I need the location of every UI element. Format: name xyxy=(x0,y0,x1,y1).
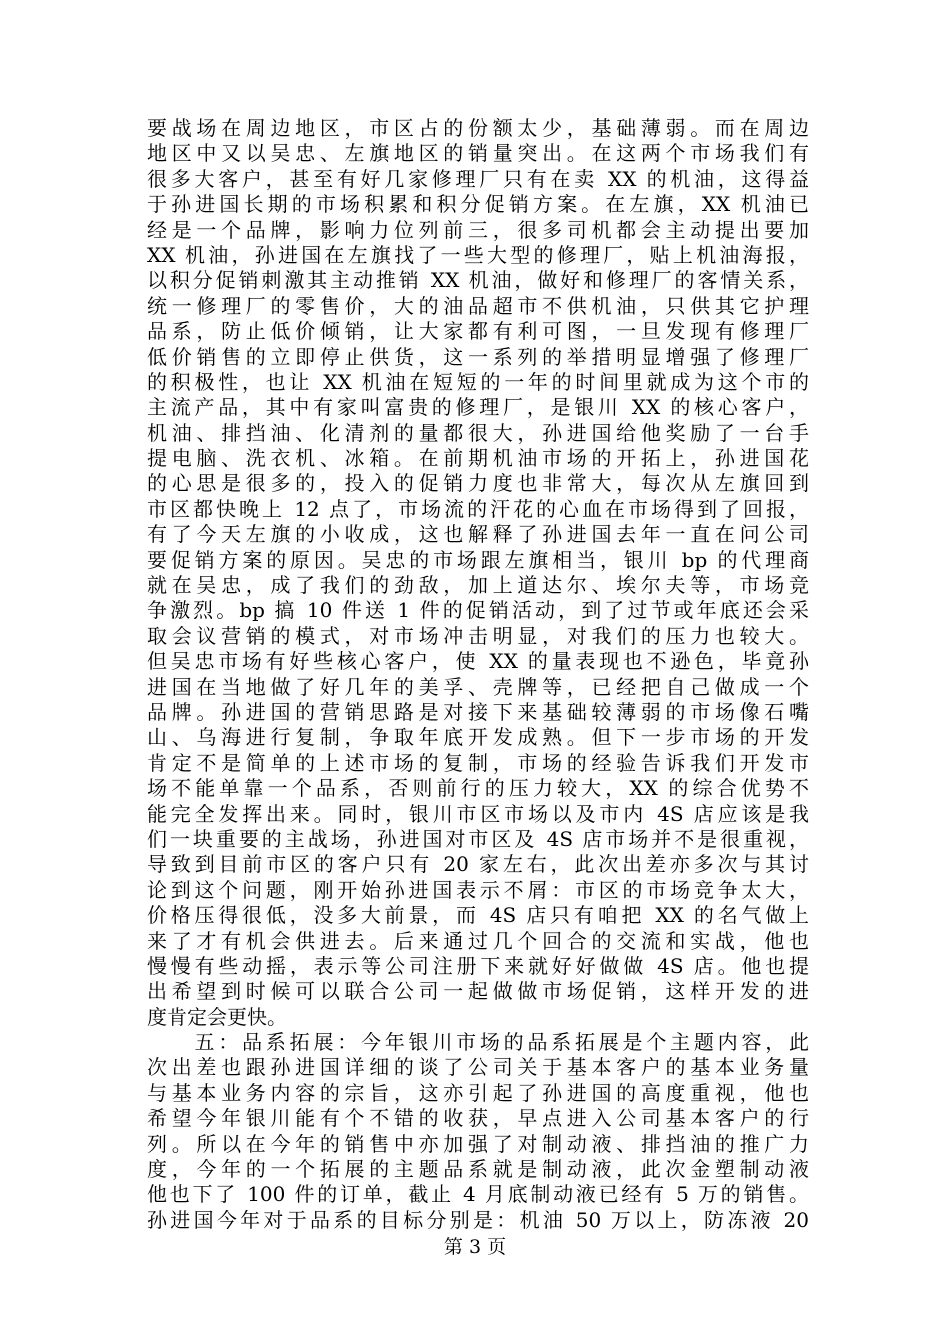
text-line: 要促销方案的原因。吴忠的市场跟左旗相当，银川 bp 的代理商 xyxy=(147,547,809,572)
text-line: 以积分促销刺激其主动推销 XX 机油，做好和修理厂的客情关系， xyxy=(147,268,809,293)
text-line: 希望今年银川能有个不错的收获，早点进入公司基本客户的行 xyxy=(147,1106,809,1131)
text-line: 肯定不是简单的上述市场的复制，市场的经验告诉我们开发市 xyxy=(147,750,809,775)
page-number: 第 3 页 xyxy=(443,1236,507,1258)
text-line: 五：品系拓展：今年银川市场的品系拓展是个主题内容，此 xyxy=(147,1030,809,1055)
text-line: 孙进国今年对于品系的目标分别是：机油 50 万以上，防冻液 20 xyxy=(147,1207,809,1232)
text-line: 很多大客户，甚至有好几家修理厂只有在卖 XX 的机油，这得益 xyxy=(147,166,809,191)
text-line: 论到这个问题，刚开始孙进国表示不屑：市区的市场竞争太大， xyxy=(147,877,809,902)
text-line: 地区中又以吴忠、左旗地区的销量突出。在这两个市场我们有 xyxy=(147,141,809,166)
text-line: 慢慢有些动摇，表示等公司注册下来就好好做做 4S 店。他也提 xyxy=(147,953,809,978)
text-line: 价格压得很低，没多大前景，而 4S 店只有咱把 XX 的名气做上 xyxy=(147,903,809,928)
text-line: 有了今天左旗的小收成，这也解释了孙进国去年一直在问公司 xyxy=(147,522,809,547)
text-line: 品系，防止低价倾销，让大家都有利可图，一旦发现有修理厂 xyxy=(147,319,809,344)
text-line: 导致到目前市区的客户只有 20 家左右，此次出差亦多次与其讨 xyxy=(147,852,809,877)
text-line: 品牌。孙进国的营销思路是对接下来基础较薄弱的市场像石嘴 xyxy=(147,699,809,724)
text-line: 们一块重要的主战场，孙进国对市区及 4S 店市场并不是很重视， xyxy=(147,826,809,851)
text-line: 度，今年的一个拓展的主题品系就是制动液，此次金塑制动液 xyxy=(147,1157,809,1182)
text-line: 经是一个品牌，影响力位列前三，很多司机都会主动提出要加 xyxy=(147,217,809,242)
text-line: XX 机油，孙进国在左旗找了一些大型的修理厂，贴上机油海报， xyxy=(147,242,809,267)
text-line: 要战场在周边地区，市区占的份额太少，基础薄弱。而在周边 xyxy=(147,116,809,140)
body-text xyxy=(147,116,809,1233)
text-line: 他也下了 100 件的订单，截止 4 月底制动液已经有 5 万的销售。 xyxy=(147,1182,809,1207)
text-line: 进国在当地做了好几年的美孚、壳牌等，已经把自己做成一个 xyxy=(147,674,809,699)
text-line: 列。所以在今年的销售中亦加强了对制动液、排挡油的推广力 xyxy=(147,1131,809,1156)
text-line: 但吴忠市场有好些核心客户，使 XX 的量表现也不逊色，毕竟孙 xyxy=(147,649,809,674)
text-line: 统一修理厂的零售价，大的油品超市不供机油，只供其它护理 xyxy=(147,293,809,318)
text-line: 市区都快晚上 12 点了，市场流的汗花的心血在市场得到了回报， xyxy=(147,496,809,521)
text-line: 与基本业务内容的宗旨，这亦引起了孙进国的高度重视，他也 xyxy=(147,1080,809,1105)
text-line: 出希望到时候可以联合公司一起做做市场促销，这样开发的进 xyxy=(147,979,809,1004)
text-line: 山、乌海进行复制，争取年底开发成熟。但下一步市场的开发 xyxy=(147,725,809,750)
text-line: 于孙进国长期的市场积累和积分促销方案。在左旗，XX 机油已 xyxy=(147,192,809,217)
text-line: 的积极性，也让 XX 机油在短短的一年的时间里就成为这个市的 xyxy=(147,369,809,394)
text-line: 争激烈。bp 搞 10 件送 1 件的促销活动，到了过节或年底还会采 xyxy=(147,598,809,623)
text-line: 取会议营销的模式，对市场冲击明显，对我们的压力也较大。 xyxy=(147,623,809,648)
text-line: 就在吴忠，成了我们的劲敌，加上道达尔、埃尔夫等，市场竞 xyxy=(147,573,809,598)
text-line: 机油、排挡油、化清剂的量都很大，孙进国给他奖励了一台手 xyxy=(147,420,809,445)
text-line: 场不能单靠一个品系，否则前行的压力较大，XX 的综合优势不 xyxy=(147,776,809,801)
text-line: 来了才有机会供进去。后来通过几个回合的交流和实战，他也 xyxy=(147,928,809,953)
text-line: 提电脑、洗衣机、冰箱。在前期机油市场的开拓上，孙进国花 xyxy=(147,446,809,471)
text-line: 主流产品，其中有家叫富贵的修理厂，是银川 XX 的核心客户， xyxy=(147,395,809,420)
text-line: 能完全发挥出来。同时，银川市区市场以及市内 4S 店应该是我 xyxy=(147,801,809,826)
text-line: 次出差也跟孙进国详细的谈了公司关于基本客户的基本业务量 xyxy=(147,1055,809,1080)
text-line: 度肯定会更快。 xyxy=(147,1004,287,1029)
text-line: 低价销售的立即停止供货，这一系列的举措明显增强了修理厂 xyxy=(147,344,809,369)
text-line: 的心思是很多的，投入的促销力度也非常大，每次从左旗回到 xyxy=(147,471,809,496)
